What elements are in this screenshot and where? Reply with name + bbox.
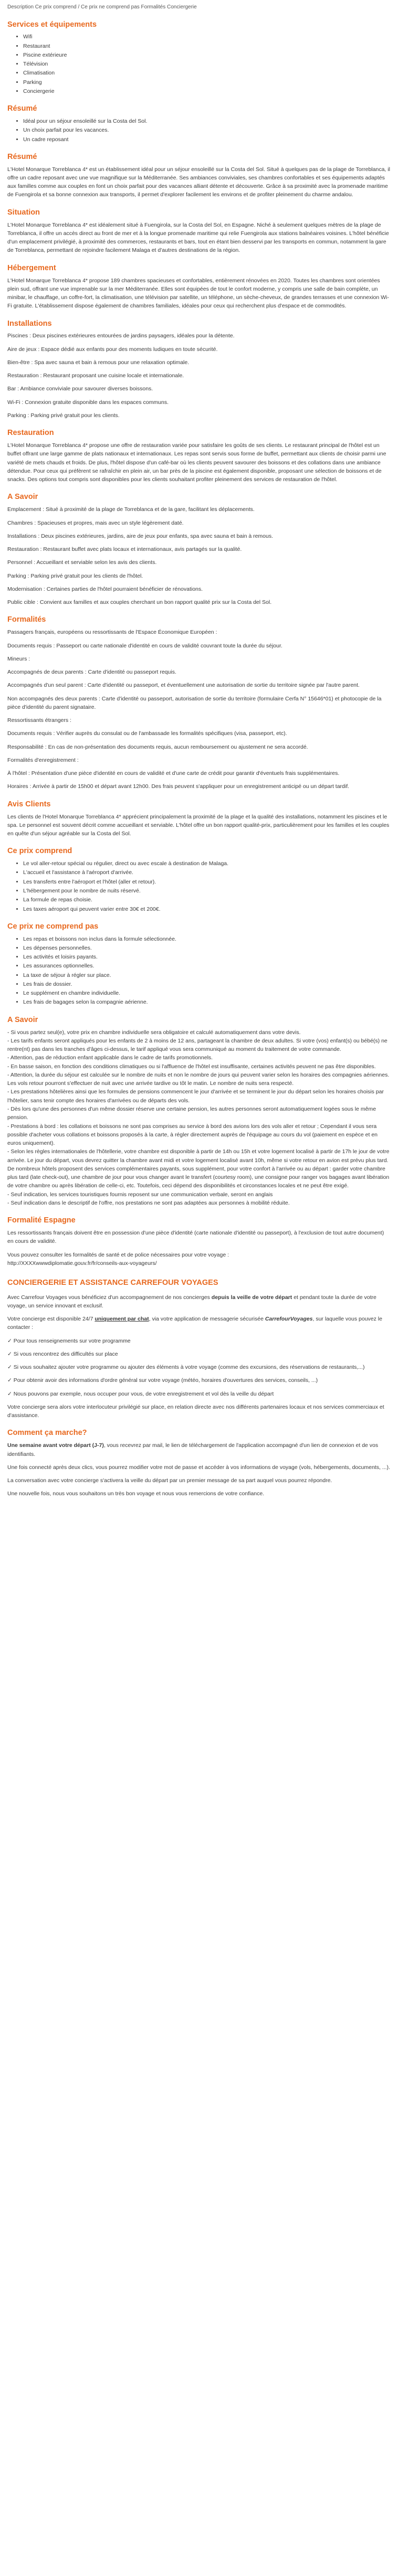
- note-line: - Prestations à bord : les collations et boissons ne sont pas comprises au service à bord des avions lors des vols aller et retour ; Cependant il vous sera possible d'acheter vous collations et boissons proposés à la carte, à régler directement auprès de l'équipage au cours du vol (paiement en espèce et en euros uniquement).: [7, 1123, 378, 1147]
- text-span: , sur laquelle vous pouvez le contacter :: [7, 1316, 382, 1331]
- ce-prix-comprend-title: Ce prix comprend: [7, 847, 72, 856]
- services-list: [7, 33, 391, 95]
- list-item: • Les taxes aéroport qui peuvent varier entre 30€ et 200€.: [23, 905, 391, 913]
- a-savoir-item: Chambres : Spacieuses et propres, mais avec un style légèrement daté.: [7, 519, 184, 526]
- installation-item: Parking : Parking privé gratuit pour les clients.: [7, 412, 120, 419]
- conciergerie-availability: [7, 1315, 391, 1332]
- comment-step: La conversation avec votre concierge s'activera la veille du départ par un premier message de sa part auquel vous pourrez répondre.: [7, 1477, 332, 1484]
- text-span: , vous recevrez par mail, le lien de téléchargement de l'application accompagné d'un lien de connexion et de vos identifiants.: [7, 1442, 379, 1457]
- installation-item: Wi-Fi : Connexion gratuite disponible dans les espaces communs.: [7, 399, 169, 406]
- list-item: • Piscine extérieure: [23, 51, 391, 59]
- list-item: • Parking: [23, 78, 391, 87]
- list-item: • Les activités et loisirs payants.: [23, 953, 391, 961]
- a-savoir-2-title: A Savoir: [7, 1015, 38, 1024]
- hebergement-text: L'Hotel Monarque Torreblanca 4* propose 189 chambres spacieuses et confortables, entièrement rénovées en 2020. Toutes les chambres sont orientées plein sud, offrant une vue imprenable sur la mer Méditerranée. Elles sont équipées de tout le confort moderne, y compris une salle de bain complète, un minibar, le chauffage, un coffre-fort, la climatisation, une télévision par satellite, un téléphone, un sèche-cheveux, de grandes terrasses et une connexion Wi-Fi gratuite. L'établissement dispose également de chambres familiales, idéales pour ceux qui recherchent plus d'espace et de commodités.: [7, 277, 389, 310]
- list-item: • L'accueil et l'assistance à l'aéroport d'arrivée.: [23, 868, 391, 877]
- list-item: • Les transferts entre l'aéroport et l'hôtel (aller et retour).: [23, 878, 391, 886]
- formalite-item: Documents requis : Passeport ou carte nationale d'identité en cours de validité couvrant toute la durée du séjour.: [7, 642, 282, 649]
- avis-title: Avis Clients: [7, 800, 51, 808]
- situation-title: Situation: [7, 208, 40, 217]
- conciergerie-bullet: ✓ Nous pouvons par exemple, nous occuper pour vous, de votre enregistrement et vol dès la veille du départ: [7, 1390, 274, 1397]
- text-span: depuis la veille de votre départ: [211, 1294, 292, 1301]
- a-savoir-item: Restauration : Restaurant buffet avec plats locaux et internationaux, avis partagés sur la qualité.: [7, 546, 242, 553]
- list-item: • La formule de repas choisie.: [23, 896, 391, 904]
- resume-text: L'Hotel Monarque Torreblanca 4* est un établissement idéal pour un séjour ensoleillé sur la Costa del Sol. Situé à quelques pas de la plage de Torreblanca, il offre un cadre reposant avec une vue magnifique sur la Méditerranée. Ses ambiances conviviales, ses chambres confortables et ses équipements adaptés aux familles comme aux couples en font un choix parfait pour des vacances alliant détente et découverte. Grâce à sa proximité avec la promenade maritime de Fuengirola et sa bonne connexion aux transports, il permet d'explorer facilement les environs et de profiter pleinement du charme andalou.: [7, 166, 390, 198]
- restauration-text: L'Hotel Monarque Torreblanca 4* propose une offre de restauration variée pour satisfaire les goûts de ses clients. Le restaurant principal de l'hôtel est un buffet offrant une large gamme de plats nationaux et internationaux. Les repas sont servis sous forme de buffet, permettant aux clients de choisir parmi une variété de mets chauds et froids. De plus, l'hôtel dispose d'un café-bar où les clients peuvent savourer des boissons et des collations dans une ambiance détendue. Pour ceux qui préfèrent se rafraîchir en plein air, un bar près de la piscine est également disponible, proposant une sélection de boissons et de snacks. Des options tout compris sont disponibles pour les clients souhaitant profiter pleinement des services de restauration de l'hôtel.: [7, 442, 386, 483]
- list-item: • Les frais de dossier.: [23, 980, 391, 988]
- comment-thanks: Une nouvelle fois, nous vous souhaitons un très bon voyage et nous vous remercions de votre confiance.: [7, 1491, 265, 1497]
- text-span: CarrefourVoyages: [265, 1316, 313, 1323]
- a-savoir-item: Public cible : Convient aux familles et aux couples cherchant un bon rapport qualité prix sur la Costa del Sol.: [7, 599, 272, 606]
- note-line: - Seuf indication dans le descriptif de l'offre, nos prestations ne sont pas adaptées aux personnes à mobilité réduite.: [7, 1199, 290, 1206]
- formalite-item: Non accompagnés des deux parents : Carte d'identité ou passeport, autorisation de sortie du territoire (formulaire Cerfa N° 15646*01) et photocopie de la pièce d'identité du parent signataire.: [7, 695, 382, 710]
- formalite-espagne-text: Vous pouvez consulter les formalités de santé et de police nécessaires pour votre voyage :: [7, 1251, 229, 1258]
- list-item: • Wifi: [23, 33, 391, 41]
- formalite-item: Mineurs :: [7, 655, 30, 662]
- conciergerie-bullet: ✓ Si vous rencontrez des difficultés sur place: [7, 1350, 118, 1357]
- restauration-title: Restauration: [7, 429, 54, 438]
- services-title: Services et équipements: [7, 20, 97, 29]
- text-span: et pendant toute la durée de votre voyage, un service innovant et exclusif.: [7, 1294, 376, 1309]
- a-savoir-title: A Savoir: [7, 493, 38, 502]
- comment-title: Comment ça marche?: [7, 1429, 87, 1438]
- installation-item: Aire de jeux : Espace dédié aux enfants pour des moments ludiques en toute sécurité.: [7, 346, 218, 353]
- formalite-espagne-text: Les ressortissants français doivent être en possession d'une pièce d'identité (carte nationale d'identité ou passeport), à l'exclusion de tout autre document) en cours de validité.: [7, 1230, 384, 1245]
- note-line: - Attention, pas de réduction enfant applicable dans le cadre de tarifs promotionnels.: [7, 1055, 213, 1061]
- installation-item: Restauration : Restaurant proposant une cuisine locale et internationale.: [7, 372, 184, 379]
- resume-list: [7, 117, 391, 144]
- list-item: • Le vol aller-retour spécial ou régulier, direct ou avec escale à destination de Malaga.: [23, 859, 391, 868]
- list-item: • Restaurant: [23, 42, 391, 50]
- note-line: - Attention, la durée du séjour est calculée sur le nombre de nuits et non le nombre de jours qui peuvent varier selon les horaires des compagnies aériennes. Les vols retour pourront s'effectuer de nuit avec une arrivée tardive ou tôt le matin. Le nombre de nuits sera respecté.: [7, 1071, 390, 1087]
- note-line: - Les tarifs enfants seront appliqués pour les enfants de 2 à moins de 12 ans, partageant la chambre de deux adultes. Si votre (vos) enfant(s) ou bébé(s) ne rentre(nt) pas dans les tranches d'âges ci-dessus, le tarif appliqué vous sera communiqué au moment du traitement de votre commande.: [7, 1037, 387, 1053]
- list-item: • La taxe de séjour à régler sur place.: [23, 971, 391, 980]
- installation-item: Piscines : Deux piscines extérieures entourées de jardins paysagers, idéales pour la détente.: [7, 333, 235, 339]
- conciergerie-bullet: ✓ Pour tous renseignements sur votre programme: [7, 1337, 131, 1344]
- note-line: - Les prestations hôtelières ainsi que les formules de pensions commencent le jour d'arrivée et se terminent le jour du départ selon les horaires choisis par l'hôtelier, sans tenir compte des horaires d'arrivées ou de départs des vols.: [7, 1089, 384, 1104]
- installations-title: Installations: [7, 319, 52, 328]
- resume-detail-title: Résumé: [7, 152, 37, 161]
- list-item: • Un cadre reposant: [23, 135, 391, 144]
- list-item: • Conciergerie: [23, 87, 391, 95]
- formalite-item: Passagers français, européens ou ressortissants de l'Espace Économique Européen :: [7, 629, 217, 636]
- text-span: , via votre application de messagerie sécurisée: [149, 1316, 265, 1323]
- a-savoir-item: Personnel : Accueillant et serviable selon les avis des clients.: [7, 559, 157, 566]
- hebergement-title: Hébergement: [7, 263, 56, 272]
- conciergerie-title: CONCIERGERIE ET ASSISTANCE CARREFOUR VOYAGES: [7, 1279, 218, 1287]
- list-item: • Un choix parfait pour les vacances.: [23, 126, 391, 134]
- conciergerie-bullet: ✓ Si vous souhaitez ajouter votre programme ou ajouter des éléments à votre voyage (comme des excursions, des réservations de restaurants,...): [7, 1364, 365, 1371]
- a-savoir-2-block: [7, 1028, 391, 1208]
- installation-item: Bien-être : Spa avec sauna et bain à remous pour une relaxation optimale.: [7, 359, 190, 366]
- list-item: • Télévision: [23, 60, 391, 68]
- ne-comprend-pas-title: Ce prix ne comprend pas: [7, 922, 99, 931]
- note-line: - Selon les règles internationales de l'hôtellerie, votre chambre est disponible à partir de 14h ou 15h et votre logement localisé à partir de 17h le jour de votre arrivée. Le jour du départ, vous devrez quitter la chambre avant midi et votre logement localisé avant 10h, même si votre retour en avion est prévu plus tard. De nombreux hôtels proposent des services complémentaires payants, sous supplément, pour votre confort à l'arrivée ou au départ : garder votre chambre plus tard (late check-out), une chambre de jour pour vous changer avant le transfert (courtesy room), une consigne pour ranger vos bagages avant libération de votre chambre ou après libération de celle-ci, etc. Toutefois, ceci dépend des disponibilités et circonstances locales et ne peut être exigé.: [7, 1148, 390, 1189]
- formalite-item: Formalités d'enregistrement :: [7, 757, 79, 763]
- conciergerie-bullet: ✓ Pour obtenir avoir des informations d'ordre général sur votre voyage (météo, horaires d'ouvertures des services, conseils, ...): [7, 1377, 318, 1384]
- a-savoir-item: Modernisation : Certaines parties de l'hôtel pourraient bénéficier de rénovations.: [7, 586, 203, 592]
- conciergerie-outro: Votre concierge sera alors votre interlocuteur privilégié sur place, en relation directe avec nos différents partenaires locaux et nos services commerciaux et d'assistance.: [7, 1403, 384, 1419]
- formalite-item: Accompagnés d'un seul parent : Carte d'identité ou passeport, et éventuellement une autorisation de sortie du territoire signée par l'autre parent.: [7, 682, 360, 689]
- installation-item: Bar : Ambiance conviviale pour savourer diverses boissons.: [7, 386, 153, 392]
- formalite-espagne-title: Formalité Espagne: [7, 1216, 76, 1225]
- list-item: • Les repas et boissons non inclus dans la formule sélectionnée.: [23, 935, 391, 943]
- text-span: uniquement par chat: [95, 1316, 149, 1323]
- diplomatie-link[interactable]: http://XXXXwwwdiplomatie.gouv.fr/fr/conseils-aux-voyageurs/: [7, 1260, 157, 1266]
- formalite-item: Ressortissants étrangers :: [7, 717, 71, 724]
- note-line: - Si vous partez seul(e), votre prix en chambre individuelle sera obligatoire et calculé automatiquement dans votre devis.: [7, 1029, 301, 1036]
- list-item: • Idéal pour un séjour ensoleillé sur la Costa del Sol.: [23, 117, 391, 125]
- formalite-item: Horaires : Arrivée à partir de 15h00 et départ avant 12h00. Des frais peuvent s'appliquer pour un enregistrement anticipé ou un départ tardif.: [7, 783, 350, 790]
- ne-comprend-list: [7, 935, 391, 1007]
- note-line: - Dès lors qu'une des personnes d'un même dossier réserve une certaine pension, les autres personnes seront automatiquement logées sous le même pension.: [7, 1105, 376, 1121]
- resume-title: Résumé: [7, 104, 37, 113]
- list-item: • Climatisation: [23, 69, 391, 77]
- formalite-item: Documents requis : Vérifier auprès du consulat ou de l'ambassade les formalités spécifiques (visa, passeport, etc).: [7, 730, 287, 737]
- a-savoir-item: Parking : Parking privé gratuit pour les clients de l'hôtel.: [7, 572, 143, 579]
- avis-text: Les clients de l'Hotel Monarque Torreblanca 4* apprécient principalement la proximité de la plage et la qualité des installations, notamment les piscines et le spa. Le personnel est souvent décrit comme accueillant et serviable. L'hôtel offre un bon rapport qualité-prix, particulièrement pour les familles et les couples en quête d'un séjour agréable sur la Costa del Sol.: [7, 813, 390, 837]
- formalites-title: Formalités: [7, 615, 46, 624]
- ce-prix-list: [7, 859, 391, 913]
- note-line: - Seuf indication, les services touristiques fournis reposent sur une communication verbale, seront en anglais: [7, 1191, 273, 1198]
- a-savoir-item: Installations : Deux piscines extérieures, jardins, aire de jeux pour enfants, spa avec sauna et bain à remous.: [7, 533, 274, 539]
- comment-step: [7, 1441, 391, 1459]
- formalite-item: Accompagnés de deux parents : Carte d'identité ou passeport requis.: [7, 669, 176, 676]
- list-item: • Les dépenses personnelles.: [23, 944, 391, 952]
- text-span: Votre concierge est disponible 24/7: [7, 1316, 95, 1323]
- list-item: • Les assurances optionnelles.: [23, 962, 391, 970]
- tab-strip-text: Description Ce prix comprend / Ce prix ne comprend pas Formalités Conciergerie: [7, 4, 197, 10]
- situation-text: L'Hotel Monarque Torreblanca 4* est idéalement situé à Fuengirola, sur la Costa del Sol, en Espagne. Niché à seulement quelques mètres de la plage de Torreblanca, il offre un accès direct au front de mer et à la longue promenade maritime qui relie Fuengirola aux stations balnéaires voisines. L'hôtel bénéficie d'un emplacement privilégié, à proximité des commerces, restaurants et bars, tout en étant bien desservi par les transports en commun, notamment la gare de Torreblanca, permettant de rejoindre facilement Malaga et d'autres destinations de la région.: [7, 221, 389, 254]
- formalite-item: À l'hôtel : Présentation d'une pièce d'identité en cours de validité et d'une carte de crédit pour garantir d'éventuels frais supplémentaires.: [7, 770, 340, 777]
- list-item: • Le supplément en chambre individuelle.: [23, 989, 391, 997]
- a-savoir-item: Emplacement : Situé à proximité de la plage de Torreblanca et de la gare, facilitant les déplacements.: [7, 506, 255, 513]
- list-item: • Les frais de bagages selon la compagnie aérienne.: [23, 998, 391, 1006]
- text-span: Avec Carrefour Voyages vous bénéficiez d'un accompagnement de nos concierges: [7, 1294, 212, 1301]
- note-line: - En basse saison, en fonction des conditions climatiques ou si l'affluence de l'hôtel est insuffisante, certaines activités peuvent ne pas être disponibles.: [7, 1063, 376, 1070]
- conciergerie-intro: [7, 1293, 391, 1311]
- text-span: Une semaine avant votre départ (J-7): [7, 1442, 104, 1449]
- list-item: • L'hébergement pour le nombre de nuits réservé.: [23, 887, 391, 895]
- formalite-item: Responsabilité : En cas de non-présentation des documents requis, aucun remboursement ou ajustement ne sera accordé.: [7, 743, 308, 750]
- comment-step: Une fois connecté après deux clics, vous pourrez modifier votre mot de passe et accéder à vos informations de voyage (vols, hébergements, documents, ...).: [7, 1464, 390, 1471]
